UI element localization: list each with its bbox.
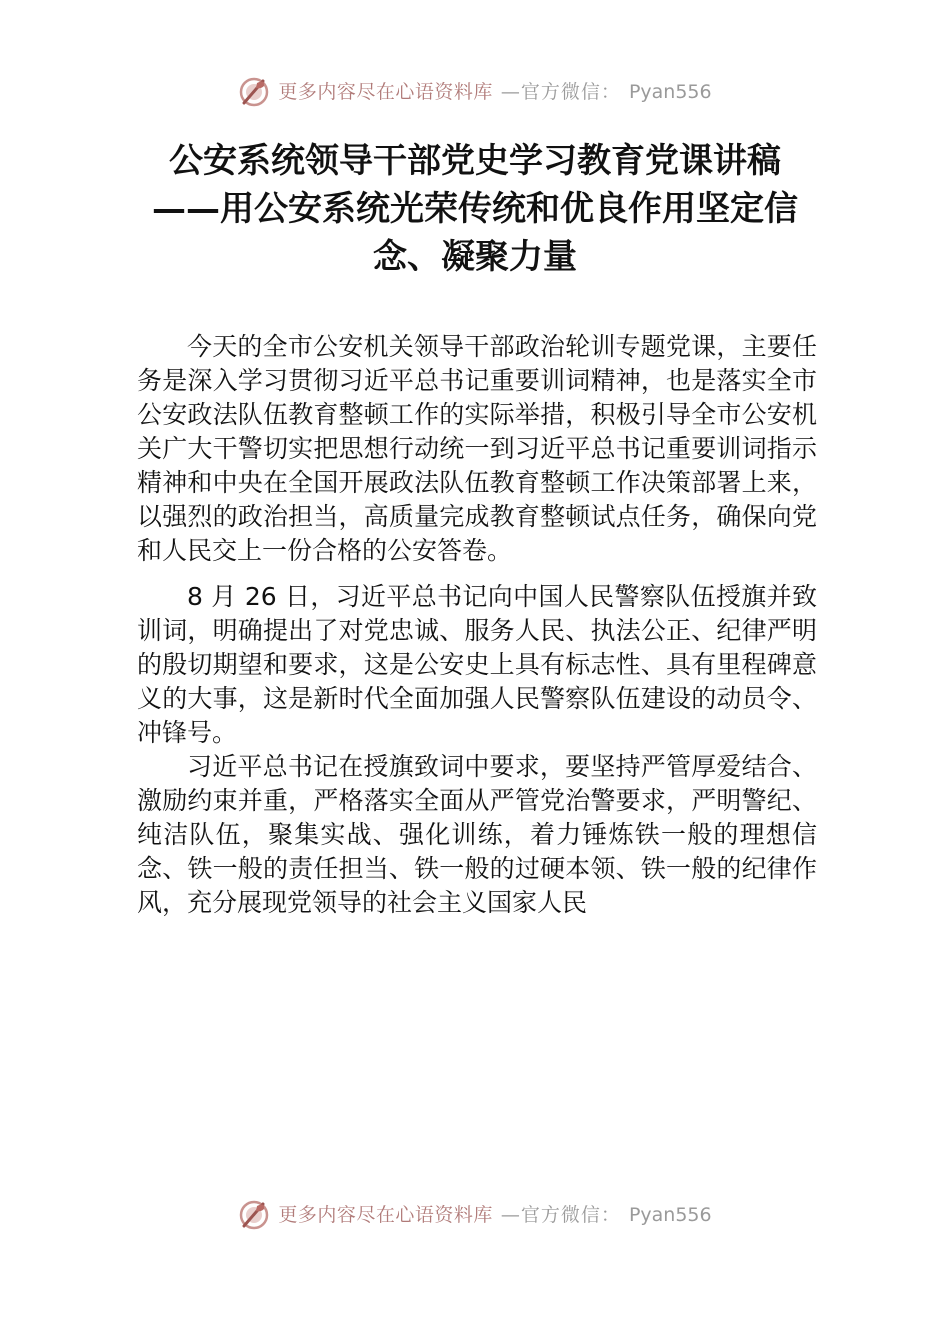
watermark-header [0, 76, 950, 108]
body-paragraph-2: 8 月 26 日，习近平总书记向中国人民警察队伍授旗并致训词，明确提出了对党忠诚、服务人民、执法公正、纪律严明的殷切期望和要求，这是公安史上具有标志性、具有里程碑意义的大事，这是新时代全面加强人民警察队伍建设的动员令、冲锋号。 [137, 582, 817, 747]
quill-seal-icon [238, 1199, 270, 1231]
title-line-2: ——用公安系统光荣传统和优良作用坚定信 [152, 189, 798, 229]
watermark-sub-text: —官方微信： [500, 1204, 621, 1226]
quill-seal-icon [238, 76, 270, 108]
watermark-sub-text: —官方微信： [500, 81, 621, 103]
document-body [137, 330, 817, 932]
title-line-3: 念、凝聚力量 [373, 237, 577, 277]
watermark-footer [0, 1199, 950, 1231]
body-paragraph-1: 今天的全市公安机关领导干部政治轮训专题党课，主要任务是深入学习贯彻习近平总书记重要训词精神，也是落实全市公安政法队伍教育整顿工作的实际举措，积极引导全市公安机关广大干警切实把思想行动统一到习近平总书记重要训词指示精神和中央在全国开展政法队伍教育整顿工作决策部署上来，以强烈的政治担当，高质量完成教育整顿试点任务，确保向党和人民交上一份合格的公安答卷。 [137, 332, 817, 565]
body-paragraph-3: 习近平总书记在授旗致词中要求，要坚持严管厚爱结合、激励约束并重，严格落实全面从严管党治警要求，严明警纪、纯洁队伍，聚集实战、强化训练，着力锤炼铁一般的理想信念、铁一般的责任担当、铁一般的过硬本领、铁一般的纪律作风，充分展现党领导的社会主义国家人民 [137, 752, 817, 917]
watermark-main-text: 更多内容尽在心语资料库 [278, 1204, 493, 1226]
watermark-wechat-id: Pyan556 [628, 81, 712, 103]
watermark-wechat-id: Pyan556 [628, 1204, 712, 1226]
watermark-main-text: 更多内容尽在心语资料库 [278, 81, 493, 103]
document-title [130, 137, 820, 281]
title-line-1: 公安系统领导干部党史学习教育党课讲稿 [169, 141, 781, 181]
